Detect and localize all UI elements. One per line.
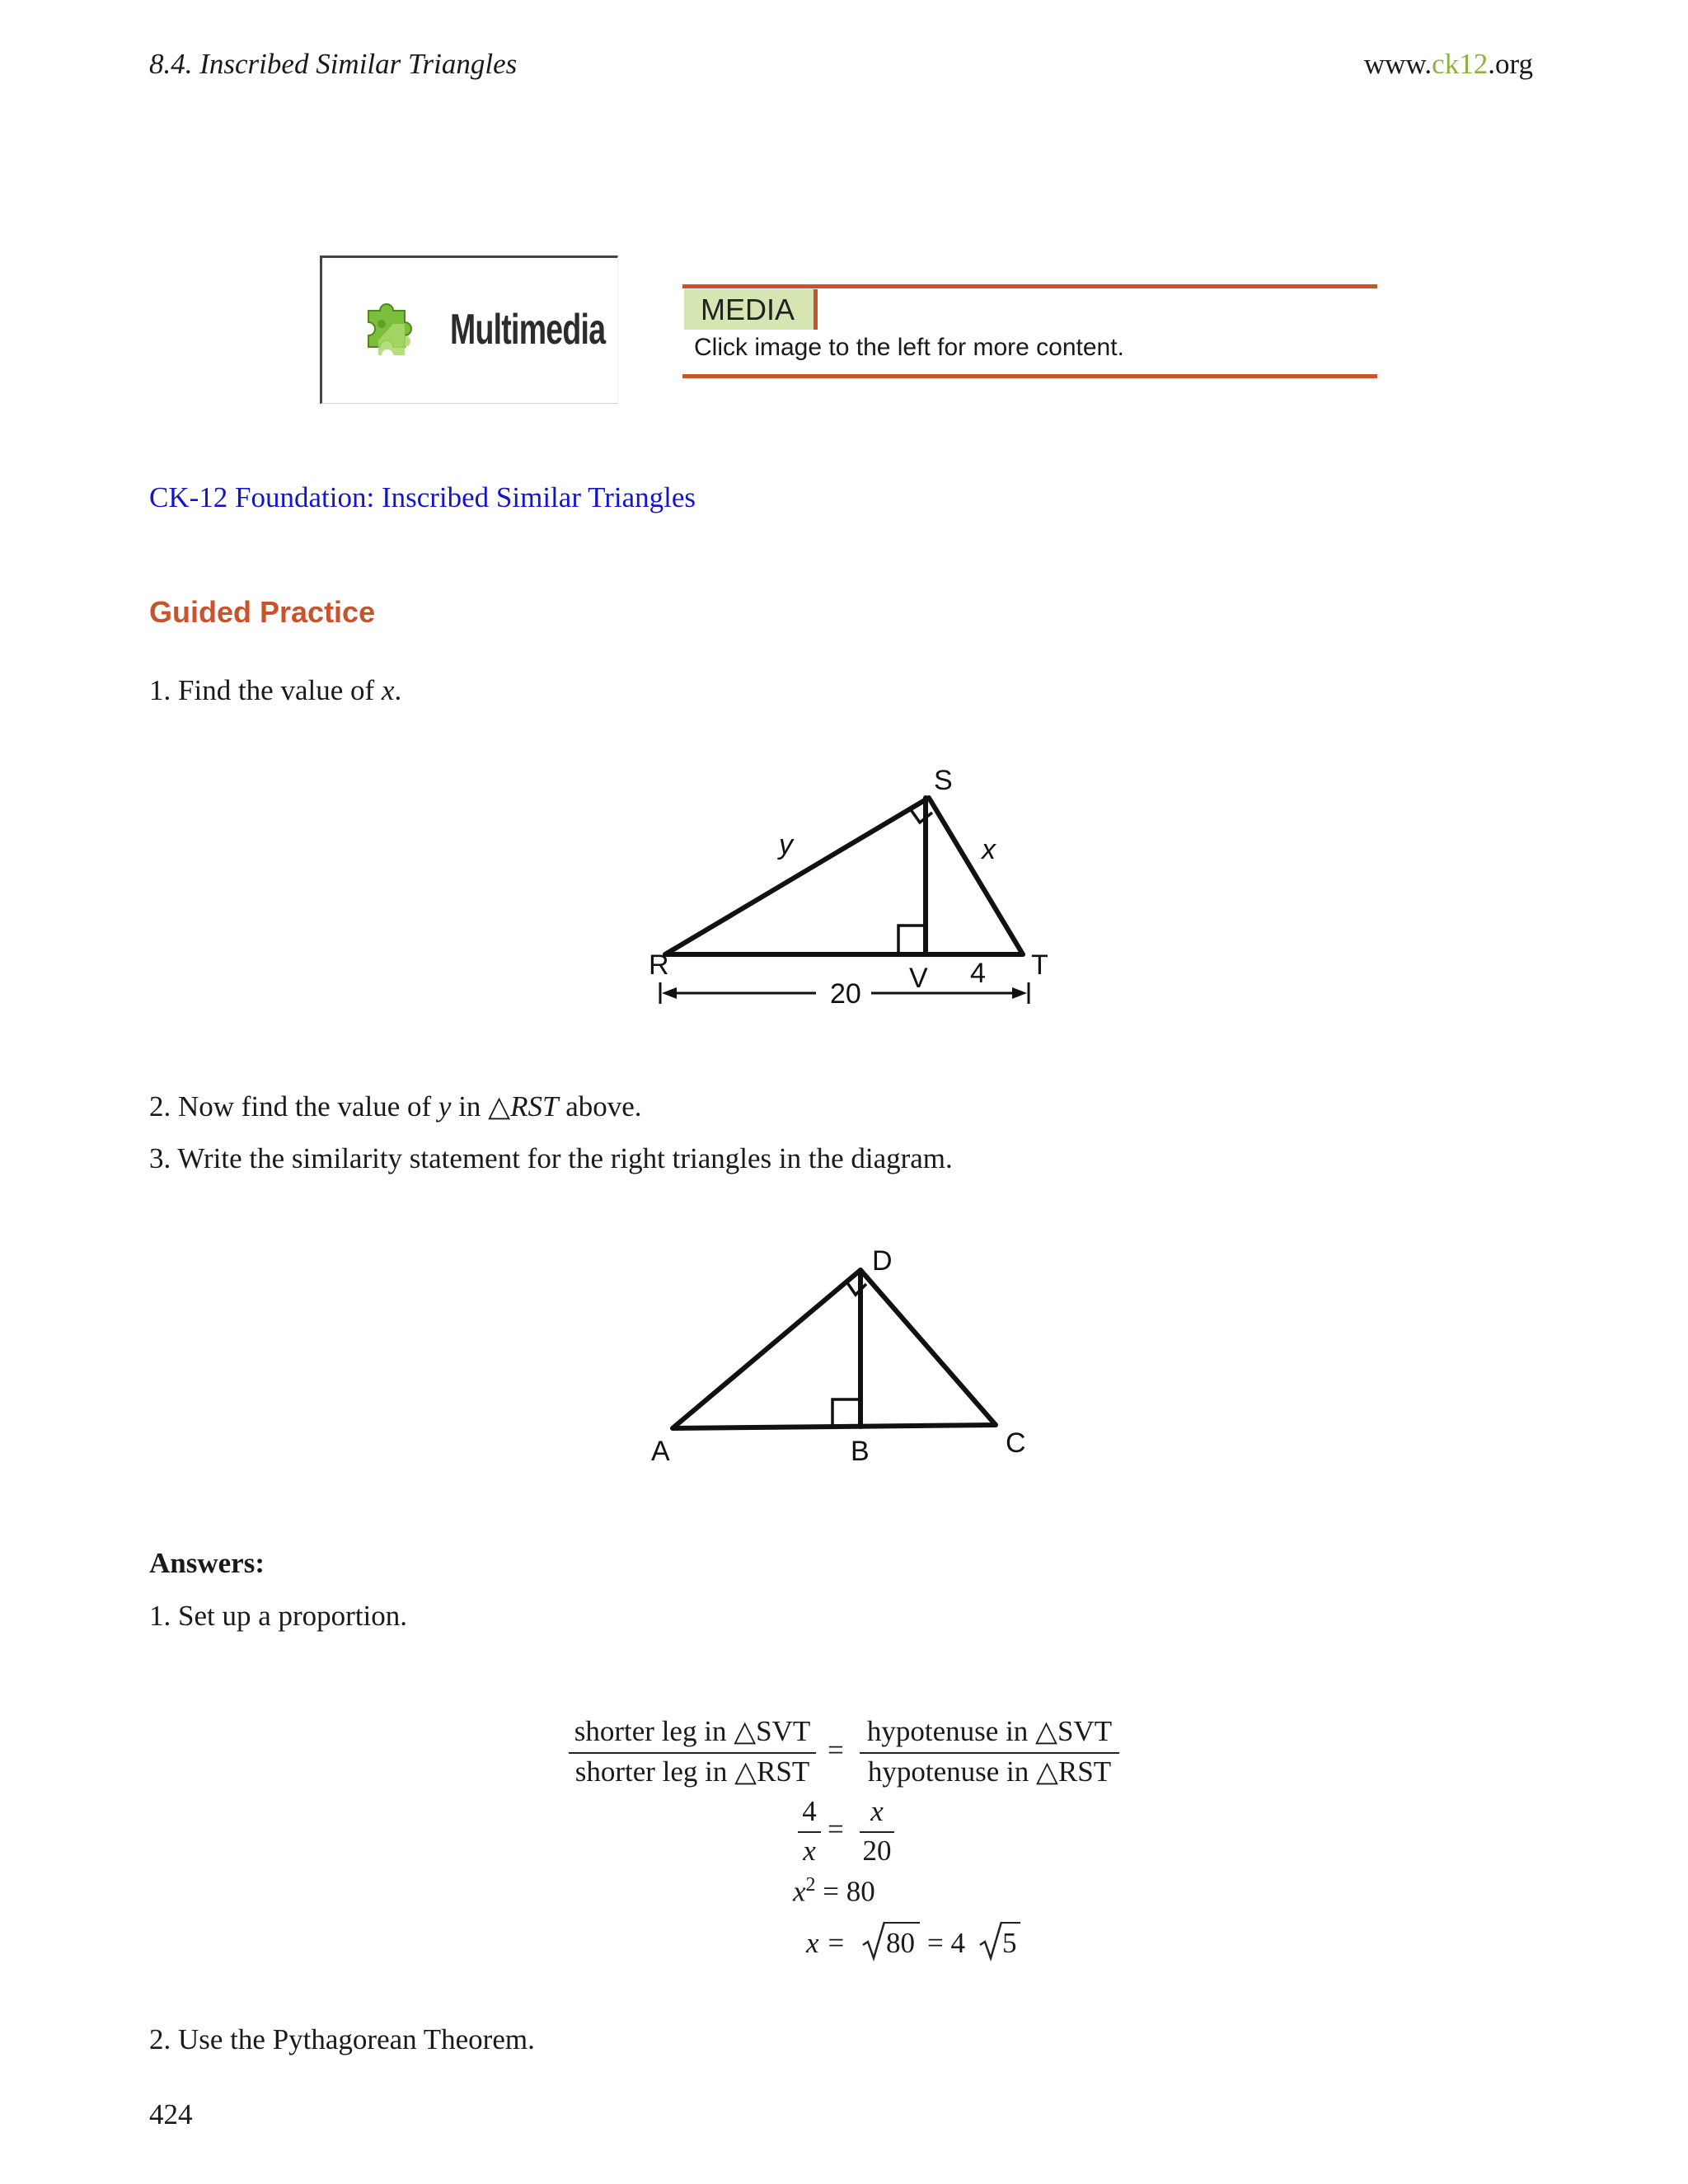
triangle-rst-outline bbox=[665, 798, 1023, 954]
eq-row2-num-right: x bbox=[870, 1795, 884, 1827]
eq-row3 bbox=[793, 1874, 875, 1909]
q1-variable: x bbox=[381, 674, 395, 706]
eq-row3-lhs: x bbox=[793, 1875, 806, 1908]
eq-row1-den-left: shorter leg in △RST bbox=[574, 1755, 810, 1788]
label-x: x bbox=[982, 834, 996, 865]
dimension-arrow-left bbox=[662, 987, 677, 999]
eq-row1-num-left: shorter leg in △SVT bbox=[574, 1715, 811, 1747]
right-angle-marker-v bbox=[898, 926, 926, 954]
label-v: V bbox=[909, 963, 928, 994]
puzzle-icon bbox=[360, 299, 424, 363]
site-accent: ck12 bbox=[1432, 48, 1489, 80]
label-s: S bbox=[934, 765, 953, 796]
dimension-arrow-right bbox=[1012, 987, 1027, 999]
q2-text: 2. Now find the value of bbox=[149, 1090, 438, 1122]
triangle-acd-diagram bbox=[635, 1240, 1047, 1471]
label-c: C bbox=[1006, 1427, 1026, 1459]
q1-text: 1. Find the value of bbox=[149, 674, 382, 706]
eq-row3-rhs: = 80 bbox=[823, 1875, 875, 1908]
ck12-foundation-link[interactable]: CK-12 Foundation: Inscribed Similar Triangles bbox=[149, 481, 696, 513]
answers-heading: Answers: bbox=[149, 1547, 265, 1579]
triangle-acd-outline bbox=[673, 1270, 996, 1428]
right-angle-marker-s bbox=[910, 808, 932, 823]
answer-1: 1. Set up a proportion. bbox=[149, 1600, 408, 1632]
multimedia-label: Multimedia bbox=[450, 306, 606, 354]
media-top-rule bbox=[682, 284, 1377, 288]
label-t: T bbox=[1031, 949, 1048, 981]
question-2 bbox=[149, 1090, 642, 1123]
question-3: 3. Write the similarity statement for the right triangles in the diagram. bbox=[149, 1142, 953, 1174]
eq-row4-radicand-2: 5 bbox=[1002, 1927, 1017, 1959]
label-b: B bbox=[851, 1436, 870, 1467]
label-length-20: 20 bbox=[830, 978, 861, 1010]
guided-practice-heading: Guided Practice bbox=[149, 595, 376, 629]
site-suffix: .org bbox=[1488, 48, 1533, 80]
eq-row2-bar-left bbox=[798, 1831, 821, 1833]
page-number: 424 bbox=[149, 2098, 193, 2130]
eq-row1-equals: = bbox=[828, 1734, 844, 1766]
label-r: R bbox=[649, 949, 669, 981]
label-length-4: 4 bbox=[970, 958, 986, 989]
radical-sign-1 bbox=[861, 1920, 886, 1961]
eq-row4-x: x = bbox=[806, 1927, 846, 1959]
eq-row2-bar-right bbox=[860, 1831, 894, 1833]
site-prefix: www. bbox=[1363, 48, 1432, 80]
label-a: A bbox=[651, 1436, 670, 1467]
eq-row4-mid: = 4 bbox=[927, 1927, 965, 1959]
eq-row1-bar-right bbox=[860, 1752, 1119, 1754]
eq-row2-equals: = bbox=[828, 1813, 844, 1845]
label-y: y bbox=[779, 829, 793, 860]
eq-row1-den-right: hypotenuse in △RST bbox=[867, 1755, 1112, 1788]
right-angle-marker-b bbox=[832, 1399, 860, 1427]
radical-vinculum-2 bbox=[1001, 1922, 1020, 1924]
eq-row2-den-right: 20 bbox=[862, 1835, 892, 1867]
running-header-site bbox=[1364, 48, 1533, 81]
triangle-rst-diagram bbox=[614, 758, 1059, 1014]
q2-triangle: △RST bbox=[488, 1090, 559, 1122]
multimedia-thumbnail[interactable] bbox=[320, 255, 618, 404]
q1-period: . bbox=[394, 674, 402, 706]
eq-row3-exponent: 2 bbox=[805, 1874, 816, 1896]
q2-variable: y bbox=[438, 1090, 452, 1122]
eq-row1-num-right: hypotenuse in △SVT bbox=[866, 1715, 1113, 1747]
radical-vinculum-1 bbox=[884, 1922, 920, 1924]
running-header-section: 8.4. Inscribed Similar Triangles bbox=[149, 48, 518, 80]
eq-row2-den-left: x bbox=[803, 1835, 816, 1867]
eq-row1-bar-left bbox=[569, 1752, 816, 1754]
eq-row2-num-left: 4 bbox=[802, 1795, 817, 1827]
eq-row4-lhs bbox=[806, 1927, 846, 1960]
eq-row4-radicand-1: 80 bbox=[886, 1927, 915, 1959]
media-callout bbox=[682, 284, 1377, 378]
right-angle-marker-d bbox=[846, 1282, 866, 1295]
media-description: Click image to the left for more content. bbox=[694, 334, 1124, 361]
media-bottom-rule bbox=[682, 374, 1377, 378]
question-1 bbox=[149, 674, 401, 707]
q2-above: above. bbox=[558, 1090, 642, 1122]
q2-in: in bbox=[451, 1090, 489, 1122]
media-tag: MEDIA bbox=[684, 289, 818, 330]
answer-2: 2. Use the Pythagorean Theorem. bbox=[149, 2023, 535, 2055]
label-d: D bbox=[872, 1245, 893, 1277]
radical-sign-2 bbox=[978, 1920, 1003, 1961]
